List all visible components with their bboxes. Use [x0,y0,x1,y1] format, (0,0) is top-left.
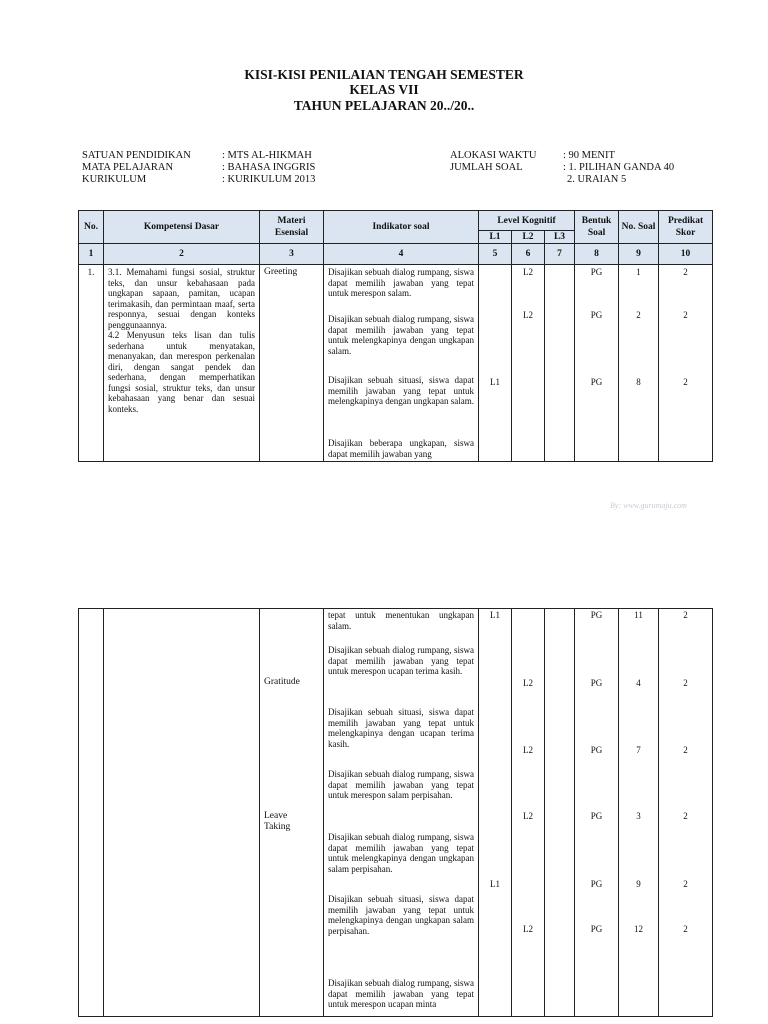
row-no-cell [79,265,104,462]
indikator-text: Disajikan sebuah dialog rumpang, siswa dapat memilih jawaban yang tepat untuk merespon salam perpisahan. [328,769,474,800]
indikator-text: Disajikan sebuah dialog rumpang, siswa dapat memilih jawaban yang tepat untuk melengkapinya dengan ungkapan salam. [328,314,474,356]
table-row [79,265,713,462]
no-soal: 12 [634,924,643,934]
info-label: JUMLAH SOAL [450,162,523,173]
class-title: KELAS VII [349,82,419,97]
header-bentuk: Bentuk Soal [575,211,619,244]
l1-cell [479,609,512,1017]
col-number: 8 [575,244,619,265]
row-no-cell [79,609,104,1017]
header-materi: Materi Esensial [260,211,324,244]
header-l3: L3 [545,231,575,244]
no-soal: 9 [636,879,641,889]
kompetensi-cell [104,265,260,462]
table-row [79,609,713,1017]
level-l1: L1 [490,377,500,387]
indikator-text: Disajikan sebuah dialog rumpang, siswa dapat memilih jawaban yang tepat untuk merespon salam. [328,267,474,298]
indikator-cell [324,609,479,1017]
indikator-text: Disajikan sebuah situasi, siswa dapat memilih jawaban yang tepat untuk melengkapinya dengan ucapan terima kasih. [328,707,474,749]
info-value: : 90 MENIT [563,150,615,161]
kisi-table-page1 [78,210,713,462]
info-label: ALOKASI WAKTU [450,150,537,161]
col-number: 7 [545,244,575,265]
skor: 2 [683,678,688,688]
header-indikator: Indikator soal [324,211,479,244]
nosoal-cell [619,265,659,462]
skor: 2 [683,610,688,620]
skor: 2 [683,745,688,755]
info-value: : KURIKULUM 2013 [222,174,316,185]
col-number: 9 [619,244,659,265]
skor: 2 [683,811,688,821]
level-l1: L1 [490,610,500,620]
l3-cell [545,265,575,462]
level-l2: L2 [523,811,533,821]
bentuk-soal: PG [590,811,603,821]
no-soal: 11 [634,610,643,620]
col-number: 2 [104,244,260,265]
no-soal: 1 [636,267,641,277]
info-label: MATA PELAJARAN [82,162,174,173]
col-number: 6 [512,244,545,265]
info-left-values [222,150,422,186]
bentuk-cell [575,609,619,1017]
kompetensi-cell [104,609,260,1017]
watermark: By: www.gurumaju.com [610,501,687,510]
kisi-table-page2 [78,608,713,1017]
bentuk-soal: PG [590,924,603,934]
indikator-text: Disajikan sebuah dialog rumpang, siswa dapat memilih jawaban yang tepat untuk merespon ucapan minta [328,978,474,1009]
header-level: Level Kognitif [479,211,575,231]
info-label [450,174,562,186]
no-soal: 7 [636,745,641,755]
skor: 2 [683,924,688,934]
bentuk-soal: PG [590,310,603,320]
skor-cell [659,609,713,1017]
header-l1: L1 [479,231,512,244]
info-right-values [563,150,713,186]
col-number: 1 [79,244,104,265]
bentuk-soal: PG [590,377,603,387]
bentuk-soal: PG [590,678,603,688]
info-value: : 1. PILIHAN GANDA 40 [563,162,675,173]
header-l2: L2 [512,231,545,244]
info-value: : BAHASA INGGRIS [222,162,316,173]
info-label: KURIKULUM [82,174,147,185]
materi-cell [260,609,324,1017]
l2-cell [512,609,545,1017]
header-predikat: Predikat Skor [659,211,713,244]
materi-cell [260,265,324,462]
bentuk-soal: PG [590,610,603,620]
header-nosoal: No. Soal [619,211,659,244]
page-title: KISI-KISI PENILAIAN TENGAH SEMESTER [244,67,524,82]
column-number-row [79,244,713,265]
level-l2: L2 [523,267,533,277]
indikator-cell [324,265,479,462]
nosoal-cell [619,609,659,1017]
indikator-text: Disajikan sebuah dialog rumpang, siswa dapat memilih jawaban yang tepat untuk merespon ucapan terima kasih. [328,645,474,676]
indikator-text: Disajikan beberapa ungkapan, siswa dapat memilih jawaban yang [328,438,474,459]
no-soal: 3 [636,811,641,821]
header-no: No. [79,211,104,244]
no-soal: 4 [636,678,641,688]
materi-gratitude: Gratitude [264,677,300,687]
col-number: 4 [324,244,479,265]
info-value: : MTS AL-HIKMAH [222,150,312,161]
col-number: 5 [479,244,512,265]
level-l2: L2 [523,310,533,320]
no-soal: 2 [636,310,641,320]
level-l2: L2 [523,745,533,755]
kd-text: 3.1. Memahami fungsi sosial, struktur teks, dan unsur kebahasaan pada ungkapan sapaan, pamitan, ucapan terimakasih, dan permintaan maaf, serta responnya, sesuai dengan konteks penggunaannya. [108,267,255,330]
bentuk-soal: PG [590,745,603,755]
l2-cell [512,265,545,462]
skor: 2 [683,879,688,889]
info-left-labels [82,150,222,186]
indikator-text: tepat untuk menentukan ungkapan salam. [328,610,474,631]
info-value: 2. URAIAN 5 [567,174,627,185]
info-right-labels [450,150,562,186]
indikator-text: Disajikan sebuah dialog rumpang, siswa dapat memilih jawaban yang tepat untuk melengkapinya dengan ungkapan salam perpisahan. [328,832,474,874]
bentuk-soal: PG [590,879,603,889]
col-number: 3 [260,244,324,265]
indikator-text: Disajikan sebuah situasi, siswa dapat memilih jawaban yang tepat untuk melengkapinya dengan ungkapan salam perpisahan. [328,894,474,936]
level-l1: L1 [490,879,500,889]
l3-cell [545,609,575,1017]
level-l2: L2 [523,678,533,688]
info-label: SATUAN PENDIDIKAN [82,150,191,161]
no-soal: 8 [636,377,641,387]
skor: 2 [683,377,688,387]
kd-text: 4.2 Menyusun teks lisan dan tulis sederhana untuk menyatakan, menanyakan, dan merespon perkenalan diri, dengan sangat pendek dan sederhana, dengan memperhatikan fungsi sosial, struktur teks, dan unsur kebahasaan yang benar dan sesuai konteks. [108,330,255,414]
header-kompetensi: Kompetensi Dasar [104,211,260,244]
col-number: 10 [659,244,713,265]
skor-cell [659,265,713,462]
skor: 2 [683,267,688,277]
l1-cell [479,265,512,462]
materi-greeting: Greeting [264,267,298,277]
row-no: 1. [87,267,95,277]
bentuk-soal: PG [590,267,603,277]
skor: 2 [683,310,688,320]
materi-leave-taking: Leave [264,811,288,821]
materi-leave-taking: Taking [264,822,291,832]
level-l2: L2 [523,924,533,934]
indikator-text: Disajikan sebuah situasi, siswa dapat memilih jawaban yang tepat untuk melengkapinya dengan ungkapan salam. [328,375,474,406]
year-title: TAHUN PELAJARAN 20../20.. [293,98,475,113]
bentuk-cell [575,265,619,462]
